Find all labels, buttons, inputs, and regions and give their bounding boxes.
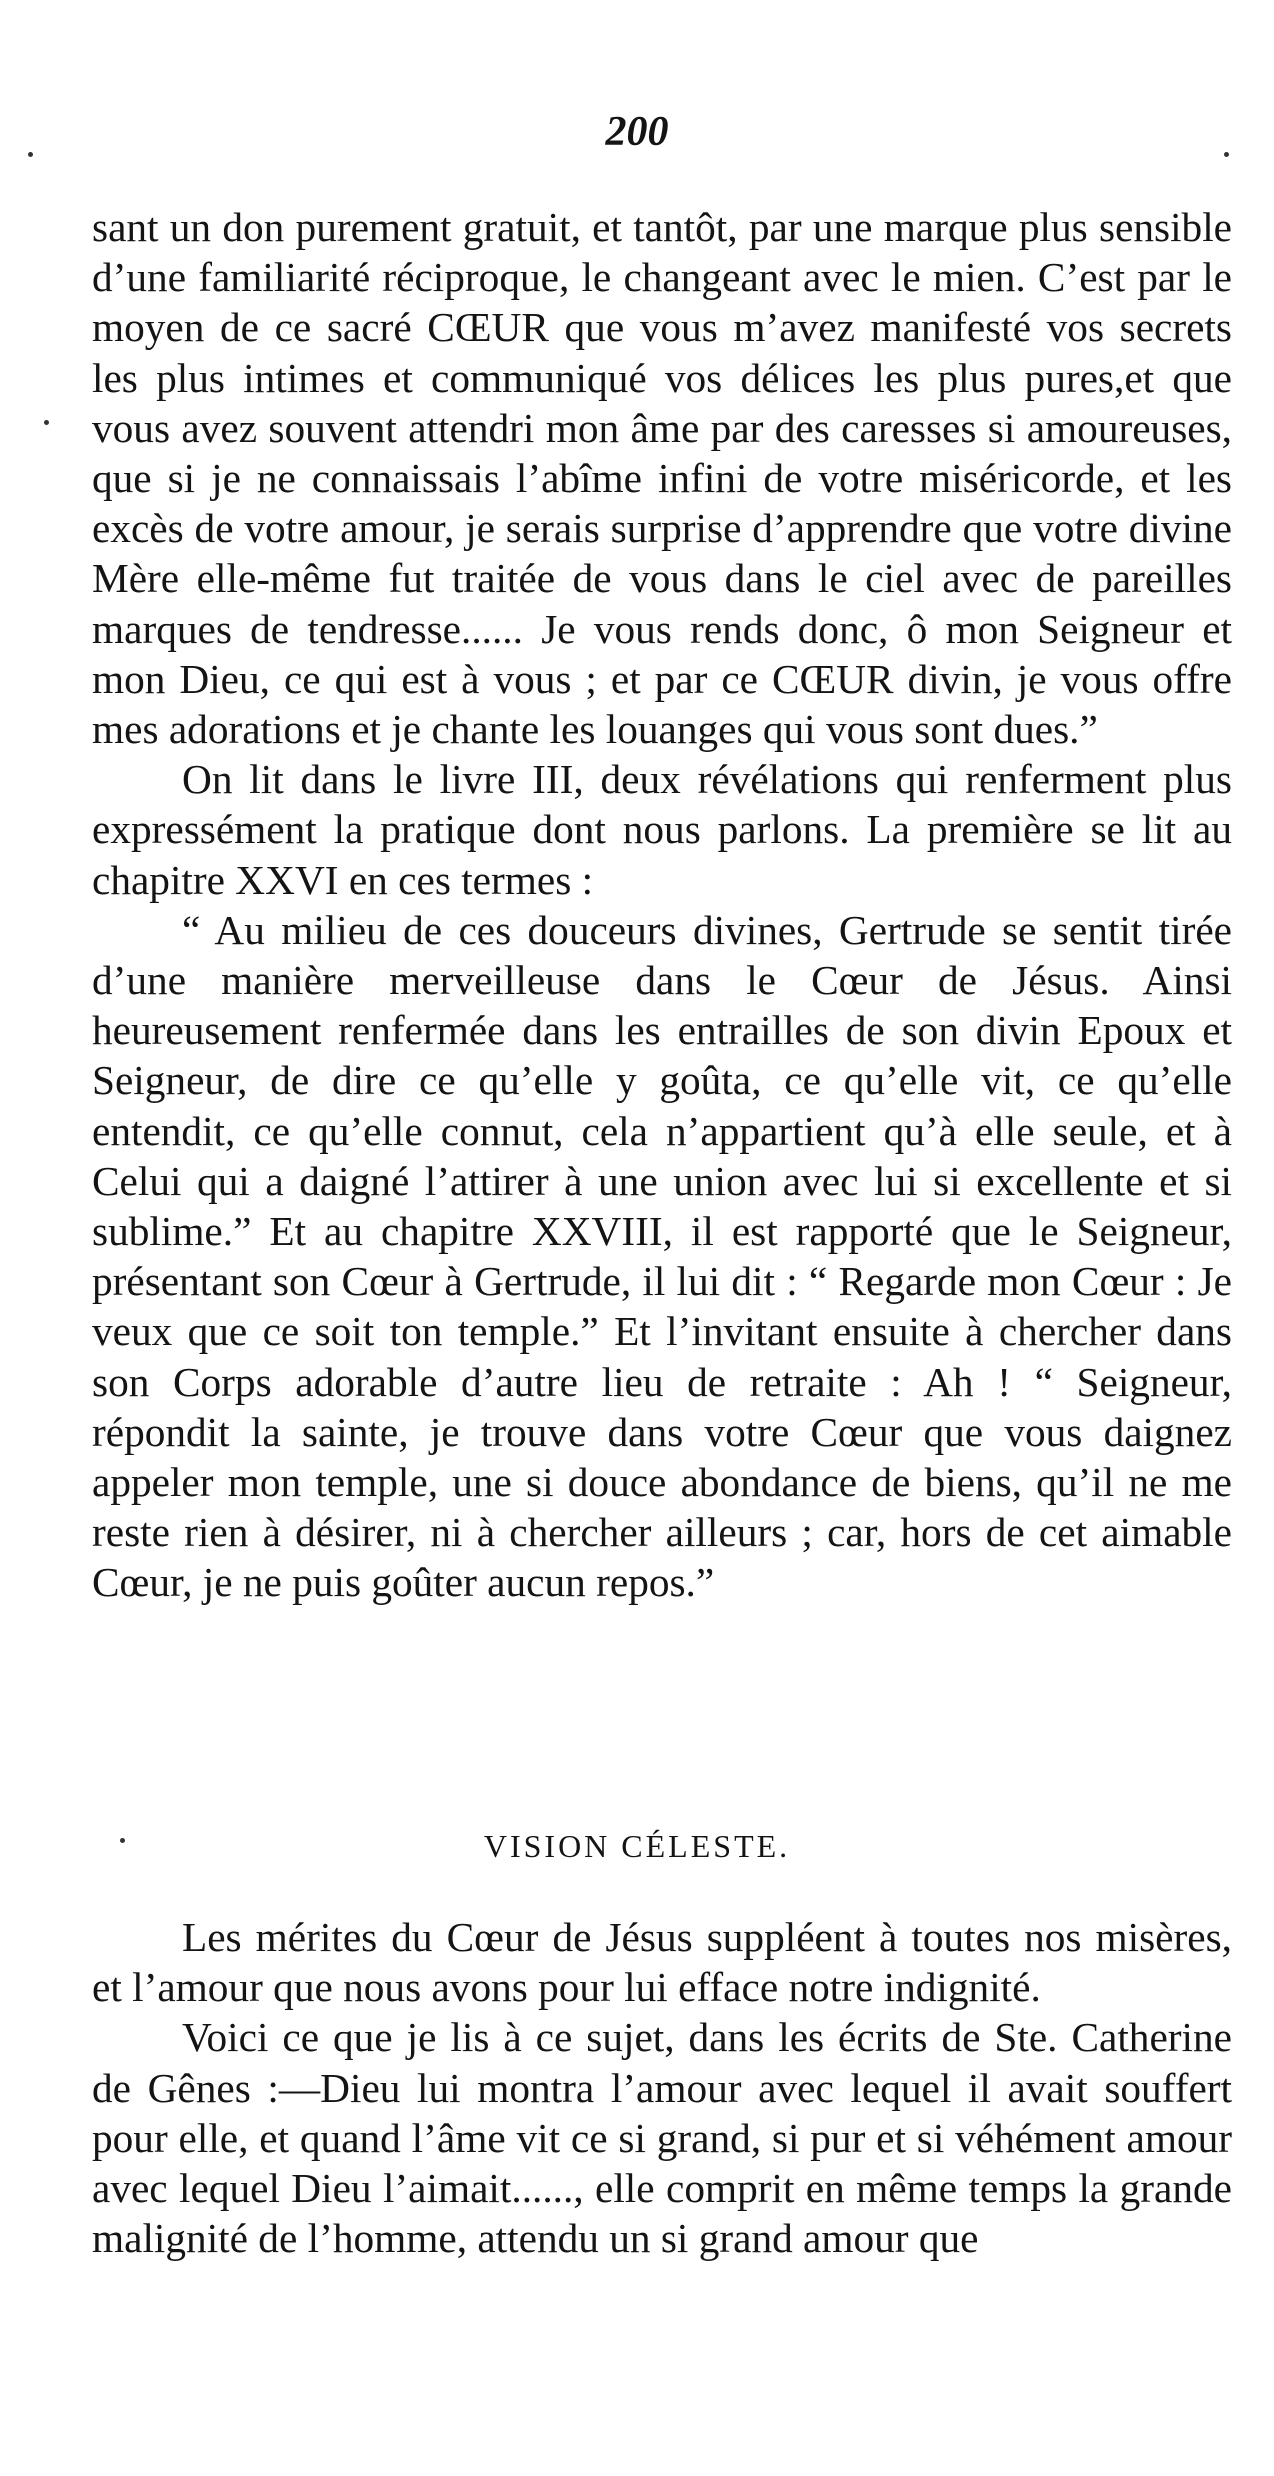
section-text bbox=[92, 1912, 1232, 2263]
page-number: 200 bbox=[605, 109, 669, 155]
paragraph: Voici ce que je lis à ce sujet, dans les écrits de Ste. Catherine de Gênes :—Dieu lui montra l’amour avec lequel il avait souffert pour elle, et quand l’âme vit ce si grand, si pur et si véhément amour avec lequel Dieu l’aimait......, elle comprit en même temps la grande malignité de l’homme, attendu un si grand amour que bbox=[92, 2014, 1232, 2262]
paragraph: Les mérites du Cœur de Jésus suppléent à toutes nos misères, et l’amour que nous avons pour lui efface notre indignité. bbox=[92, 1914, 1232, 2011]
section-heading: VISION CÉLESTE. bbox=[483, 1828, 791, 1864]
paragraph: “ Au milieu de ces douceurs divines, Gertrude se sentit tirée d’une manière merveilleuse dans le Cœur de Jésus. Ainsi heureusement renfermée dans les entrailles de son divin Epoux et Seigneur, de dire ce qu’elle y goûta, ce qu’elle vit, ce qu’elle entendit, ce qu’elle connut, cela n’appartient qu’à elle seule, et à Celui qui a daigné l’attirer à une union avec lui si excellente et si sublime.” Et au chapitre XXVIII, il est rapporté que le Seigneur, présentant son Cœur à Gertrude, il lui dit : “ Regarde mon Cœur : Je veux que ce soit ton temple.” Et l’invitant ensuite à chercher dans son Corps adorable d’autre lieu de retraite : Ah ! “ Seigneur, répondit la sainte, je trouve dans votre Cœur que vous daignez appeler mon temple, une si douce abondance de biens, qu’il ne me reste rien à désirer, ni à chercher ailleurs ; car, hors de cet aimable Cœur, je ne puis goûter aucun repos.” bbox=[92, 906, 1232, 1606]
main-text bbox=[92, 202, 1232, 1608]
scan-speck bbox=[1224, 152, 1229, 157]
paragraph: sant un don purement gratuit, et tantôt, par une marque plus sensible d’une familiarité réciproque, le changeant avec le mien. C’est par le moyen de ce sacré CŒUR que vous m’avez manifesté vos secrets les plus intimes et communiqué vos délices les plus pures,et que vous avez souvent attendri mon âme par des caresses si amoureuses, que si je ne connaissais l’abîme infini de votre miséricorde, et les excès de votre amour, je serais surprise d’apprendre que votre divine Mère elle-même fut traitée de vous dans le ciel avec de pareilles marques de tendresse...... Je vous rends donc, ô mon Seigneur et mon Dieu, ce qui est à vous ; et par ce CŒUR divin, je vous offre mes adorations et je chante les louanges qui vous sont dues.” bbox=[92, 204, 1232, 753]
scan-speck bbox=[28, 152, 33, 157]
scan-speck bbox=[44, 420, 49, 425]
scan-speck bbox=[120, 1838, 125, 1843]
paragraph: On lit dans le livre III, deux révélations qui renferment plus expressément la pratique dont nous parlons. La première se lit au chapitre XXVI en ces termes : bbox=[92, 756, 1232, 903]
